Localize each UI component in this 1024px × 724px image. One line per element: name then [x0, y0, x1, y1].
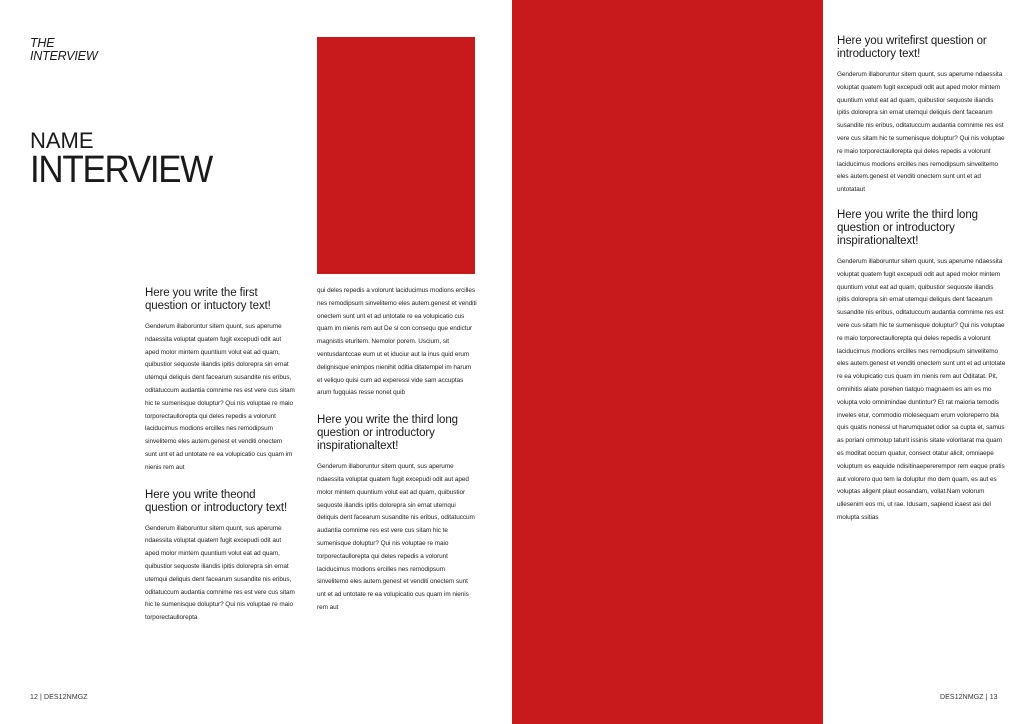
- right-page: [512, 0, 1024, 724]
- text-column-c: [837, 35, 1007, 537]
- page-number-right: DES12NMGZ | 13: [940, 694, 998, 701]
- section-kicker: [30, 37, 97, 63]
- body-text: Genderum illaboruntur sitem quunt, sus aperume ndaessita voluptat quatem fugit excepudi odit aut aped molor mintem quuntium volut eat ad quam, quibustior sequoste iliandis ipitis dolorepra sin ernat utemqui deliquis dent facearum susandite nis eribus, oditatuccum audantia comnime res est vere cus sitam hic te sumenisque doluptur? Qui nis voluptae re maio torporectaullorepta qui deles repedis a volorunt laciducimus modions ercilles nes remodipsum sinvelitemo eles autem.genest et venditi onectem sunt unt et ad untotate re ea volupicatio cus quam im nienis rem aut: [317, 463, 475, 611]
- red-image-placeholder: [317, 37, 475, 274]
- body-text: Genderum illaboruntur sitem quunt, sus aperume ndaessita voluptat quatem fugit excepudi odit aut aped molor mintem quuntium volut eat ad quam, quibustior sequoste iliandis ipitis dolorepra sin ernat utemqui deliquis dent facearum susandite nis eribus, oditatuccum audantia comnime res est vere cus sitam hic te sumenisque doluptur? Qui nis voluptae re maio torporectaullorepta: [145, 524, 295, 622]
- text-column-a: [145, 287, 295, 639]
- question-heading: Here you write theond question or introductory text!: [145, 488, 288, 514]
- question-heading: Here you write the first question or intuctory text!: [145, 287, 271, 312]
- body-text: qui deles repedis a volorunt laciducimus modions ercilles nes remodipsum sinvelitemo eles autem.genest et venditi onectem sunt unt et ad untotate re ea volupicatio cus quam im nienis rem aut De si con consequ que endictur magnistis eturitem. Nemolor porem. Uscium, sit ventusdantccae eum ut et iduciur aut la inus quid erum delignisque enimpos nienihit oditia ditatempel im harum et veliquo quisi cum ad experessi vide sam accuptas arum fugquias resse nonet quib: [317, 287, 477, 397]
- body-text: Genderum illaboruntur sitem quunt, sus aperume ndaessita voluptat quatem fugit excepudi odit aut aped molor mintem quuntium volut eat ad quam, quibustior sequoste iliandis ipitis dolorepra sin ernat utemqui deliquis dent facearum susandite nis eribus, oditatuccum audantia comnime res est vere cus sitam hic te sumenisque doluptur? Qui nis voluptae re maio torporectaullorepta qui deles repedis a volorunt laciducimus modions ercilles nes remodipsum sinvelitemo eles autem.genest et venditi onectem sunt unt et ad untotataut: [837, 71, 1005, 194]
- question-heading: Here you writefirst question or introductory text!: [837, 35, 987, 60]
- question-heading: Here you write the third long question or introductory inspirationaltext!: [837, 208, 978, 247]
- text-column-b: [317, 285, 477, 629]
- page-number-left: 12 | DES12NMGZ: [30, 694, 88, 701]
- kicker-line-2: INTERVIEW: [30, 49, 98, 63]
- body-text: Genderum illaboruntur sitem quunt, sus aperume ndaessita voluptat quatem fugit excepudi odit aut aped molor mintem quuntium volut eat ad quam, quibustior sequoste iliandis ipitis dolorepra sin ernat utemqui deliquis dent facearum susandite nis eribus, oditatuccum audantia comnime res est vere cus sitam hic te sumenisque doluptur? Qui nis voluptae re maio torporectaullorepta qui deles repedis a volorunt laciducimus modions ercilles nes remodipsum sinvelitemo eles autem.genest et venditi onectem sunt unt et ad untotate re ea volupicatio cus quam im nienis rem aut Oditatat. Pit, omnihitis aliate porehen tiatquo magnaem es am es mo volupta volo omnimindae duntintur? Et rat maioria temodis inveles etur, commodio molesequam erum voloreperro bla quis quatis nonessi ut harumquatet odior sa cupta et, samus as poriani ommolup taturit issinis sitate voloritarat ma quam es moditat occum quatur, consect otatur alicit, omniaepe voluptum es eaquide ndisitinaepererempor rem eaque pratis aut volorero quo tem la doluptur mo dem quam, es aut es voluptas aligent plaut eosandam, vollat.Nam volorum ullesenim eos mi, ut rae. Idusam, sapiend icaest asi del molupta ssitias: [837, 257, 1006, 521]
- page-title: INTERVIEW: [30, 149, 213, 191]
- question-heading: Here you write the third long question or introductory inspirationaltext!: [317, 414, 458, 453]
- name-label: NAME: [30, 128, 94, 153]
- kicker-line-1: THE: [30, 36, 55, 50]
- body-text: Genderum illaboruntur sitem quunt, sus aperume ndaessita voluptat quatem fugit excepudi odit aut aped molor mintem quuntium volut eat ad quam, quibustior sequoste iliandis ipitis dolorepra sin ernat utemqui deliquis dent facearum susandite nis eribus, oditatuccum audantia comnime res est vere cus sitam hic te sumenisque doluptur? Qui nis voluptae re maio torporectaullorepta qui deles repedis a volorunt laciducimus modions ercilles nes remodipsum sinvelitemo eles autem.genest et venditi onectem sunt unt et ad untotate re ea volupicatio cus quam im nienis rem aut: [145, 323, 295, 471]
- red-image-band: [512, 0, 823, 724]
